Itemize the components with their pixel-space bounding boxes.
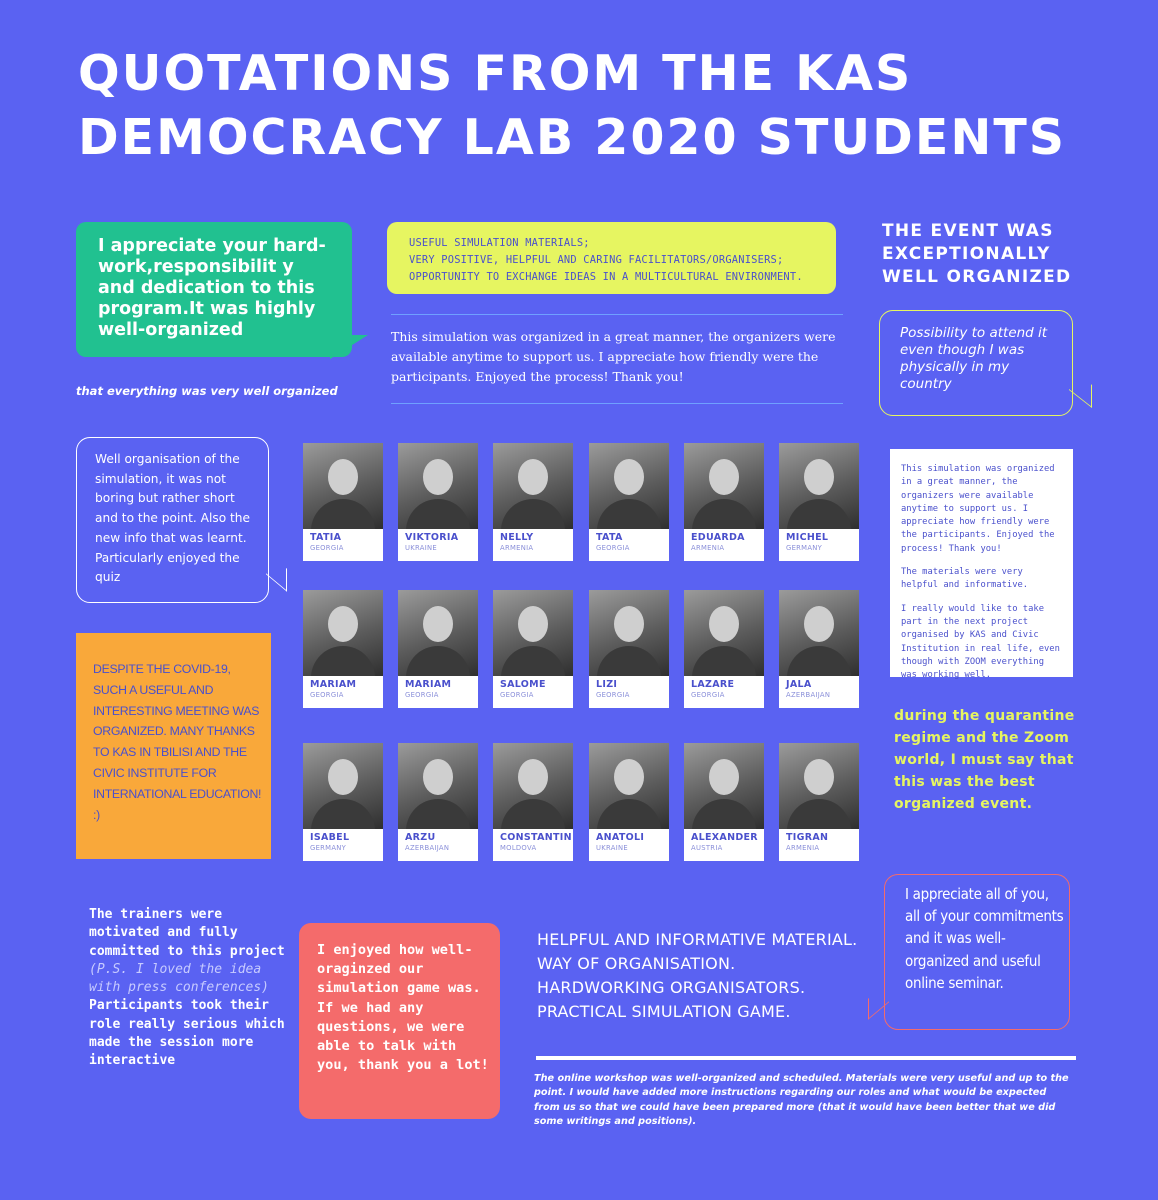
person-shoulders-icon: [501, 499, 565, 529]
quote-online: The online workshop was well-organized and scheduled. Materials were very useful and up to the point. I would have added more instructions regarding our roles and what would be expected from us so that we could have been prepared more (that it would have been better that we did some writings and positions).: [534, 1073, 1069, 1127]
student-country: AZERBAIJAN: [786, 691, 831, 699]
quote-text: This simulation was organized in a great manner, the organizers were available anytime to support us. I appreciate how friendly were the participants. Enjoyed the process! Thank you!: [391, 329, 836, 384]
person-shoulders-icon: [787, 646, 851, 676]
person-silhouette-icon: [709, 459, 739, 495]
student-card: [493, 443, 573, 561]
student-country: GEORGIA: [596, 544, 630, 552]
student-country: GEORGIA: [596, 691, 630, 699]
person-shoulders-icon: [692, 499, 756, 529]
student-photo: [303, 590, 383, 676]
person-silhouette-icon: [328, 759, 358, 795]
student-card: [684, 590, 764, 708]
student-name: SALOME: [500, 679, 546, 690]
person-shoulders-icon: [692, 799, 756, 829]
person-shoulders-icon: [501, 646, 565, 676]
quote-text: [901, 463, 1065, 692]
person-shoulders-icon: [406, 799, 470, 829]
student-country: GERMANY: [786, 544, 823, 552]
quote-text: USEFUL SIMULATION MATERIALS; VERY POSITIVE, HELPFUL AND CARING FACILITATORS/ORGANISERS; OPPORTUNITY TO EXCHANGE IDEAS IN A MULTICULTURAL ENVIRONMENT.: [409, 237, 803, 283]
student-country: GEORGIA: [310, 691, 344, 699]
person-silhouette-icon: [804, 459, 834, 495]
student-name: MARIAM: [310, 679, 357, 690]
quote-bubble-organisation: [76, 437, 269, 603]
student-name: ARZU: [405, 832, 436, 843]
student-name: TATA: [596, 532, 623, 543]
person-shoulders-icon: [787, 799, 851, 829]
person-silhouette-icon: [328, 459, 358, 495]
student-card: [779, 743, 859, 861]
quote-event: THE EVENT WAS EXCEPTIONALLY WELL ORGANIZED: [882, 221, 1072, 287]
quote-text: I appreciate all of you, all of your commitments and it was well-organized and useful online seminar.: [905, 885, 1064, 992]
quote-text: Possibility to attend it even though I was physically in my country: [900, 325, 1048, 392]
student-name: ISABEL: [310, 832, 350, 843]
student-name: EDUARDA: [691, 532, 745, 543]
student-country: AUSTRIA: [691, 844, 723, 852]
student-name: JALA: [786, 679, 812, 690]
person-shoulders-icon: [597, 646, 661, 676]
student-card: [398, 743, 478, 861]
person-silhouette-icon: [614, 459, 644, 495]
student-photo: [779, 743, 859, 829]
student-photo: [779, 590, 859, 676]
person-silhouette-icon: [328, 606, 358, 642]
student-country: GEORGIA: [691, 691, 725, 699]
student-country: AZERBAIJAN: [405, 844, 450, 852]
person-silhouette-icon: [423, 759, 453, 795]
student-card: [398, 590, 478, 708]
person-silhouette-icon: [804, 606, 834, 642]
student-name: CONSTANTIN: [500, 832, 572, 843]
student-country: ARMENIA: [691, 544, 725, 552]
quote-paragraph: I really would like to take part in the next project organised by KAS and Civic Institution in real life, even though with ZOOM everything was working well.: [901, 603, 1060, 681]
student-country: GEORGIA: [310, 544, 344, 552]
student-photo: [493, 743, 573, 829]
quote-text: DESPITE THE COVID-19, SUCH A USEFUL AND INTERESTING MEETING WAS ORGANIZED. MANY THANKS TO KAS IN TBILISI AND THE CIVIC INSTITUTE FOR INTERNATIONAL EDUCATION! :): [93, 662, 262, 822]
quote-box-covid: [76, 633, 271, 859]
quote-trainers: [89, 906, 285, 1071]
quote-bubble-green: [76, 222, 352, 357]
person-silhouette-icon: [709, 606, 739, 642]
person-silhouette-icon: [423, 606, 453, 642]
student-card: [684, 443, 764, 561]
quote-aside: (P.S. I loved the idea with press conferences): [89, 961, 270, 996]
page-title: QUOTATIONS FROM THE KAS DEMOCRACY LAB 2020 STUDENTS: [78, 45, 1067, 166]
student-name: MARIAM: [405, 679, 452, 690]
person-silhouette-icon: [709, 759, 739, 795]
student-name: VIKTORIA: [405, 532, 459, 543]
person-silhouette-icon: [614, 606, 644, 642]
student-card: [589, 590, 669, 708]
student-photo: [398, 743, 478, 829]
student-name: MICHEL: [786, 532, 829, 543]
student-photo: [303, 443, 383, 529]
student-name: ANATOLI: [596, 832, 645, 843]
person-shoulders-icon: [406, 646, 470, 676]
person-shoulders-icon: [406, 499, 470, 529]
quote-middle: [391, 314, 843, 404]
student-photo: [589, 743, 669, 829]
student-card: [779, 590, 859, 708]
student-name: TATIA: [310, 532, 342, 543]
student-photo: [493, 590, 573, 676]
student-card: [398, 443, 478, 561]
quote-paragraph: This simulation was organized in a great manner, the organizers were available anytime to support us. I appreciate how friendly were the participants. Enjoyed the process! Thank you!: [901, 464, 1055, 554]
person-silhouette-icon: [804, 759, 834, 795]
person-shoulders-icon: [501, 799, 565, 829]
student-card: [589, 743, 669, 861]
quote-helpful: HELPFUL AND INFORMATIVE MATERIAL. WAY OF ORGANISATION. HARDWORKING ORGANISATORS. PRACTICAL SIMULATION GAME.: [537, 930, 858, 1021]
student-name: TIGRAN: [786, 832, 829, 843]
student-card: [303, 743, 383, 861]
student-name: LIZI: [596, 679, 618, 690]
student-card: [493, 590, 573, 708]
speech-tail-icon: [266, 551, 287, 592]
student-country: GEORGIA: [500, 691, 534, 699]
quote-box-white: [890, 449, 1073, 681]
divider: [536, 1056, 1076, 1060]
person-shoulders-icon: [311, 799, 375, 829]
student-card: [493, 743, 573, 861]
student-country: UKRAINE: [596, 844, 629, 852]
person-silhouette-icon: [518, 759, 548, 795]
student-name: LAZARE: [691, 679, 735, 690]
student-card: [303, 443, 383, 561]
student-card: [303, 590, 383, 708]
student-country: GERMANY: [310, 844, 347, 852]
person-shoulders-icon: [597, 799, 661, 829]
student-card: [589, 443, 669, 561]
student-photo: [589, 590, 669, 676]
quote-bubble-possibility: [879, 310, 1073, 416]
person-shoulders-icon: [692, 646, 756, 676]
person-silhouette-icon: [614, 759, 644, 795]
quote-text: The trainers were motivated and fully committed to this project: [89, 907, 285, 959]
student-country: ARMENIA: [786, 844, 820, 852]
student-photo: [684, 743, 764, 829]
student-name: NELLY: [500, 532, 534, 543]
student-country: MOLDOVA: [500, 844, 537, 852]
student-country: ARMENIA: [500, 544, 534, 552]
quote-text: I appreciate your hard-work,responsibilit y and dedication to this program.It was highly well-organized: [98, 236, 326, 340]
student-photo: [398, 590, 478, 676]
person-shoulders-icon: [311, 646, 375, 676]
quote-box-coral: [299, 923, 500, 1119]
student-photo: [493, 443, 573, 529]
student-photo: [303, 743, 383, 829]
student-country: UKRAINE: [405, 544, 438, 552]
student-card: [684, 743, 764, 861]
person-silhouette-icon: [423, 459, 453, 495]
person-silhouette-icon: [518, 606, 548, 642]
student-photo: [779, 443, 859, 529]
person-shoulders-icon: [597, 499, 661, 529]
student-name: ALEXANDER: [691, 832, 758, 843]
quote-caption: that everything was very well organized: [76, 384, 338, 398]
quote-paragraph: The materials were very helpful and informative.: [901, 567, 1029, 591]
person-shoulders-icon: [787, 499, 851, 529]
quote-text: I enjoyed how well-oraginzed our simulation game was. If we had any questions, we were able to talk with you, thank you a lot!: [317, 942, 489, 1074]
quote-text: Participants took their role really serious which made the session more interactive: [89, 998, 285, 1069]
person-silhouette-icon: [518, 459, 548, 495]
person-shoulders-icon: [311, 499, 375, 529]
quote-quarantine: during the quarantine regime and the Zoom world, I must say that this was the best organized event.: [894, 708, 1075, 812]
student-card: [779, 443, 859, 561]
student-photo: [589, 443, 669, 529]
speech-tail-icon: [330, 335, 368, 359]
quote-bubble-yellow: [387, 222, 836, 294]
student-photo: [684, 443, 764, 529]
student-photo: [398, 443, 478, 529]
student-country: GEORGIA: [405, 691, 439, 699]
quote-text: Well organisation of the simulation, it was not boring but rather short and to the point. Also the new info that was learnt. Particularly enjoyed the quiz: [95, 452, 251, 585]
student-photo: [684, 590, 764, 676]
quote-bubble-appreciate: [884, 874, 1070, 1030]
